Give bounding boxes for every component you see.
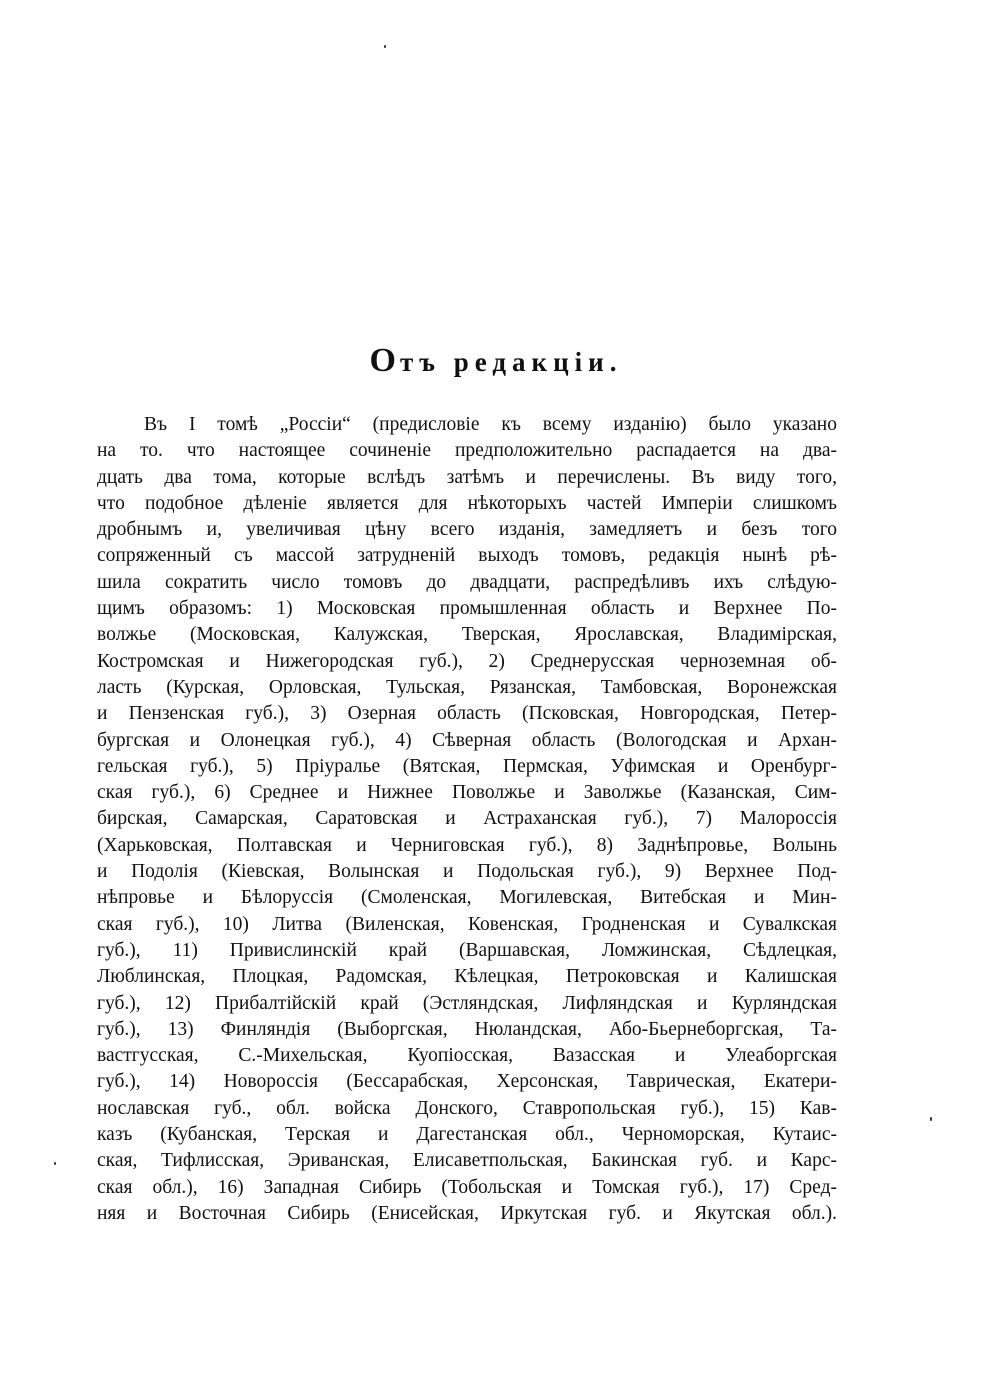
text-line: нѣпровье и Бѣлоруссія (Смоленская, Могилевская, Витебская и Мин- xyxy=(97,887,837,909)
text-line: и Пензенская губ.), 3) Озерная область (Псковская, Новгородская, Петер- xyxy=(97,703,837,725)
text-line: губ.), 14) Новороссія (Бессарабская, Херсонская, Таврическая, Екатери- xyxy=(97,1071,837,1093)
text-line: казъ (Кубанская, Терская и Дагестанская обл., Черноморская, Кутаис- xyxy=(97,1124,837,1146)
text-line: на то. что настоящее сочиненіе предположительно распадается на два- xyxy=(97,440,837,462)
title-initial: О xyxy=(369,342,400,379)
text-line: ская губ.), 6) Среднее и Нижнее Поволжье и Заволжье (Казанская, Сим- xyxy=(97,782,837,804)
text-line: дцать два тома, которые вслѣдъ затѣмъ и перечислены. Въ виду того, xyxy=(97,466,837,488)
text-line: щимъ образомъ: 1) Московская промышленная область и Верхнее По- xyxy=(97,598,837,620)
print-speck xyxy=(384,45,386,48)
text-line: Въ I томѣ „Россіи“ (предисловіе къ всему изданію) было указано xyxy=(144,414,837,435)
text-line: няя и Восточная Сибирь (Енисейская, Иркутская губ. и Якутская обл.). xyxy=(97,1202,837,1224)
text-line: Люблинская, Плоцкая, Радомская, Кѣлецкая, Петроковская и Калишская xyxy=(97,966,837,988)
text-line: ская обл.), 16) Западная Сибирь (Тобольская и Томская губ.), 17) Сред- xyxy=(97,1176,837,1198)
text-line: ласть (Курская, Орловская, Тульская, Рязанская, Тамбовская, Воронежская xyxy=(97,676,837,698)
text-line: ская, Тифлисская, Эриванская, Елисаветпольская, Бакинская губ. и Карс- xyxy=(97,1150,837,1172)
body-paragraph xyxy=(97,412,837,1227)
text-line: бургская и Олонецкая губ.), 4) Сѣверная область (Вологодская и Архан- xyxy=(97,729,837,751)
text-line: ская губ.), 10) Литва (Виленская, Ковенская, Гродненская и Сувалкская xyxy=(97,913,837,935)
text-line: волжье (Московская, Калужская, Тверская, Ярославская, Владимірская, xyxy=(97,624,837,646)
text-line: что подобное дѣленіе является для нѣкоторыхъ частей Имперіи слишкомъ xyxy=(97,492,837,514)
text-line: шила сократить число томовъ до двадцати, распредѣливъ ихъ слѣдую- xyxy=(97,571,837,593)
text-line: губ.), 11) Привислинскій край (Варшавская, Ломжинская, Сѣдлецкая, xyxy=(97,939,837,961)
text-line: сопряженный съ массой затрудненій выходъ томовъ, редакція нынѣ рѣ- xyxy=(97,545,837,567)
text-line: (Харьковская, Полтавская и Черниговская губ.), 8) Заднѣпровье, Волынь xyxy=(97,834,837,856)
text-line: губ.), 13) Финляндія (Выборгская, Нюландская, Або-Бьернеборгская, Та- xyxy=(97,1018,837,1040)
text-line: гельская губ.), 5) Пріуралье (Вятская, Пермская, Уфимская и Оренбург- xyxy=(97,755,837,777)
text-line: дробнымъ и, увеличивая цѣну всего изданія, замедляетъ и безъ того xyxy=(97,519,837,541)
title-rest: тъ редакціи. xyxy=(399,347,623,377)
text-line: Костромская и Нижегородская губ.), 2) Среднерусская черноземная об- xyxy=(97,650,837,672)
text-line: нославская губ., обл. войска Донского, Ставропольская губ.), 15) Кав- xyxy=(97,1097,837,1119)
text-line: вастгусская, С.-Михельская, Куопіосская, Вазасская и Улеаборгская xyxy=(97,1045,837,1067)
print-speck xyxy=(54,1162,56,1165)
text-line: и Подолія (Кіевская, Волынская и Подольская губ.), 9) Верхнее Под- xyxy=(97,861,837,883)
page-title xyxy=(0,342,992,380)
text-line: губ.), 12) Прибалтійскій край (Эстляндская, Лифляндская и Курляндская xyxy=(97,992,837,1014)
print-speck xyxy=(930,1117,932,1121)
text-line: бирская, Самарская, Саратовская и Астраханская губ.), 7) Малороссія xyxy=(97,808,837,830)
